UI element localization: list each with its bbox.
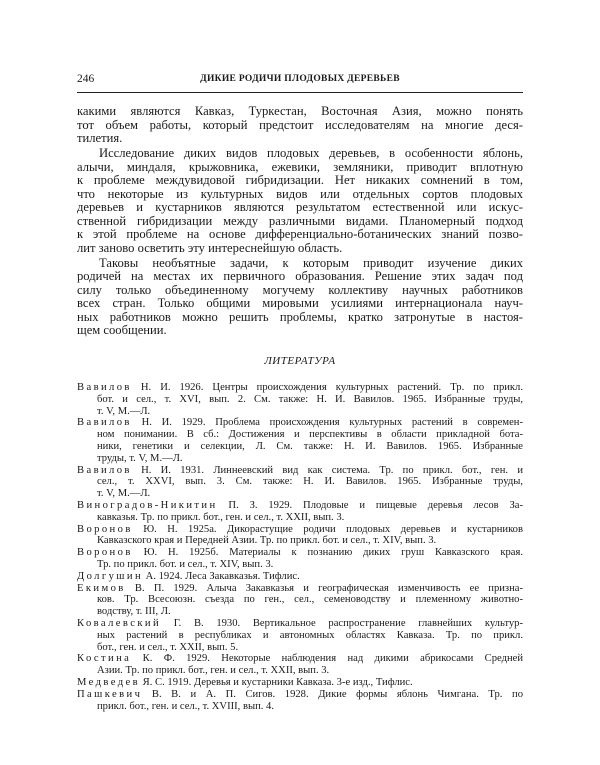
reference-author: Вавилов xyxy=(77,464,132,476)
reference-line xyxy=(77,524,523,536)
reference-author: Воронов xyxy=(77,523,133,535)
reference-text: А. 1924. Леса Закавказья. Тифлис. xyxy=(143,570,300,582)
reference-entry xyxy=(77,500,523,524)
reference-line: Азии. Тр. по прикл. бот., ген. и сел., т. XXII, вып. 3. xyxy=(97,665,330,677)
text-line: к проблеме междувидовой гибридизации. Нет никаких сомнений в том, xyxy=(77,173,523,187)
reference-text: Н. И. 1929. Проблема происхождения культурных растений в современ- xyxy=(131,417,523,429)
running-header xyxy=(77,73,523,93)
reference-list xyxy=(77,382,523,712)
reference-line xyxy=(77,382,523,394)
page-number: 246 xyxy=(77,73,95,85)
text-line: какими являются Кавказ, Туркестан, Восточная Азия, можно понять xyxy=(77,104,523,118)
text-line: силу только объединенному могучему коллективу научных работников xyxy=(77,282,523,297)
text-line: щем сообщении. xyxy=(77,323,167,337)
reference-line xyxy=(77,547,523,559)
text-line: всех стран. Только общими мировыми усилиями интернационала науч- xyxy=(77,296,523,310)
reference-author: Виноградов-Никитин xyxy=(77,499,218,511)
reference-line xyxy=(77,689,523,701)
reference-entry xyxy=(77,547,523,571)
literature-heading: ЛИТЕРАТУРА xyxy=(264,355,336,367)
reference-line: водству, т. III, Л. xyxy=(97,606,171,618)
reference-author: Ковалевский xyxy=(77,617,162,629)
text-line: тилетия. xyxy=(77,131,123,145)
reference-text: К. Ф. 1929. Некоторые наблюдения над дикими абрикосами Средней xyxy=(131,653,523,665)
reference-text: В. В. и А. П. Сигов. 1928. Дикие формы яблонь Чимгана. Тр. по xyxy=(142,688,523,700)
reference-author: Екимов xyxy=(77,582,126,594)
text-line: к этой проблеме на основе дифференциально-ботанических знаний позво- xyxy=(77,227,523,241)
paragraph xyxy=(77,105,523,146)
reference-line: кавказья. Тр. по прикл. бот., ген. и сел., т. XXII, вып. 3. xyxy=(97,511,345,523)
text-line: ных работников можно решить проблемы, кратко затронутые в настоя- xyxy=(77,309,523,324)
reference-text: Я. С. 1919. Деревья и кустарники Кавказа. 3-е изд., Тифлис. xyxy=(140,676,413,688)
text-line: лит заново осветить эту интереснейшую область. xyxy=(77,240,343,255)
reference-line xyxy=(77,653,523,665)
reference-entry xyxy=(77,583,523,618)
reference-text: В. П. 1929. Алыча Закавказья и географическая изменчивость ее призна- xyxy=(125,582,523,594)
reference-entry xyxy=(77,382,523,417)
reference-line: Тр. по прикл. бот. и сел., т. XIV, вып. 3. xyxy=(97,558,274,570)
reference-line xyxy=(77,583,523,595)
reference-line: ники, генетики и селекции, Л. См. также: Н. И. Вавилов. 1965. Избранные xyxy=(97,440,523,452)
reference-line xyxy=(77,417,523,429)
paragraph xyxy=(77,147,523,255)
reference-entry xyxy=(77,618,523,653)
reference-line xyxy=(77,618,523,630)
reference-line xyxy=(77,465,523,477)
reference-line: бот. и сел., т. XVI, вып. 2. См. также: Н. И. Вавилов. 1965. Избранные труды, xyxy=(97,393,523,405)
reference-line: бот., ген. и сел., т. XXII, вып. 5. xyxy=(97,641,239,653)
reference-entry xyxy=(77,465,523,500)
reference-line: т. V, М.—Л. xyxy=(97,405,151,417)
reference-entry xyxy=(77,677,523,689)
reference-line: ков. Тр. Всесоюзн. съезда по ген., сел., семеноводству и племенному животно- xyxy=(97,594,523,606)
reference-text: Н. И. 1931. Линнеевский вид как система. Тр. по прикл. бот., ген. и xyxy=(131,464,523,476)
reference-author: Медведев xyxy=(77,676,141,688)
reference-author: Пашкевич xyxy=(77,688,143,700)
reference-author: Долгушин xyxy=(77,570,144,582)
reference-line xyxy=(77,571,523,583)
reference-line: сел., т. XXVI, вып. 3. См. также: Н. И. Вавилов. 1965. Избранные труды, xyxy=(97,476,523,488)
text-line: ственной гибридизации между различными видами. Планомерный подход xyxy=(77,213,523,228)
reference-author: Вавилов xyxy=(77,417,132,429)
reference-entry xyxy=(77,689,523,713)
reference-line: Кавказского края и Передней Азии. Тр. по прикл. бот. и сел., т. XIV, вып. 3. xyxy=(97,535,437,547)
reference-text: Ю. Н. 1925а. Дикорастущие родичи плодовых деревьев и кустарников xyxy=(132,523,523,535)
reference-author: Вавилов xyxy=(77,382,132,393)
reference-line: прикл. бот., ген. и сел., т. XVIII, вып. 4. xyxy=(97,700,274,712)
reference-line xyxy=(77,677,523,689)
reference-entry xyxy=(77,653,523,677)
reference-author: Костина xyxy=(77,653,132,665)
reference-entry xyxy=(77,524,523,548)
paragraph xyxy=(77,257,523,338)
reference-text: Ю. Н. 1925б. Материалы к познанию диких груш Кавказского края. xyxy=(132,547,523,559)
text-line: Исследование диких видов плодовых деревьев, в особенности яблонь, xyxy=(99,146,523,160)
text-line: деревьев и кустарников являются результатом естественной или искус- xyxy=(77,200,523,214)
text-line: что некоторые из культурных видов или отдельных сортов плодовых xyxy=(77,186,523,201)
reference-text: Н. И. 1926. Центры происхождения культурных растений. Тр. по прикл. xyxy=(131,382,523,393)
reference-line: ных растений в республиках и автономных областях Кавказа. Тр. по прикл. xyxy=(97,629,523,641)
reference-line: т. V, М.—Л. xyxy=(97,488,151,500)
reference-text: П. З. 1929. Плодовые и пищевые деревья лесов За- xyxy=(217,499,523,511)
text-line: родичей на местах их первичного образования. Решение этих задач под xyxy=(77,269,523,283)
text-line: Таковы необъятные задачи, к которым приводит изучение диких xyxy=(99,255,523,270)
text-line: алычи, миндаля, крыжовника, ежевики, земляники, приводит вплотную xyxy=(77,159,523,174)
reference-author: Воронов xyxy=(77,547,133,559)
reference-line: труды, т. V, М.—Л. xyxy=(97,452,183,464)
running-title: ДИКИЕ РОДИЧИ ПЛОДОВЫХ ДЕРЕВЬЕВ xyxy=(200,74,400,84)
reference-entry xyxy=(77,571,523,583)
reference-text: Г. В. 1930. Вертикальное распространение главнейших культур- xyxy=(161,617,523,629)
body-text xyxy=(77,105,523,338)
reference-entry xyxy=(77,417,523,464)
reference-line: ном понимании. В сб.: Достижения и перспективы в области прикладной бота- xyxy=(97,429,523,441)
reference-line xyxy=(77,500,523,512)
text-line: тот объем работы, который предстоит исследователям на многие деся- xyxy=(77,117,523,132)
